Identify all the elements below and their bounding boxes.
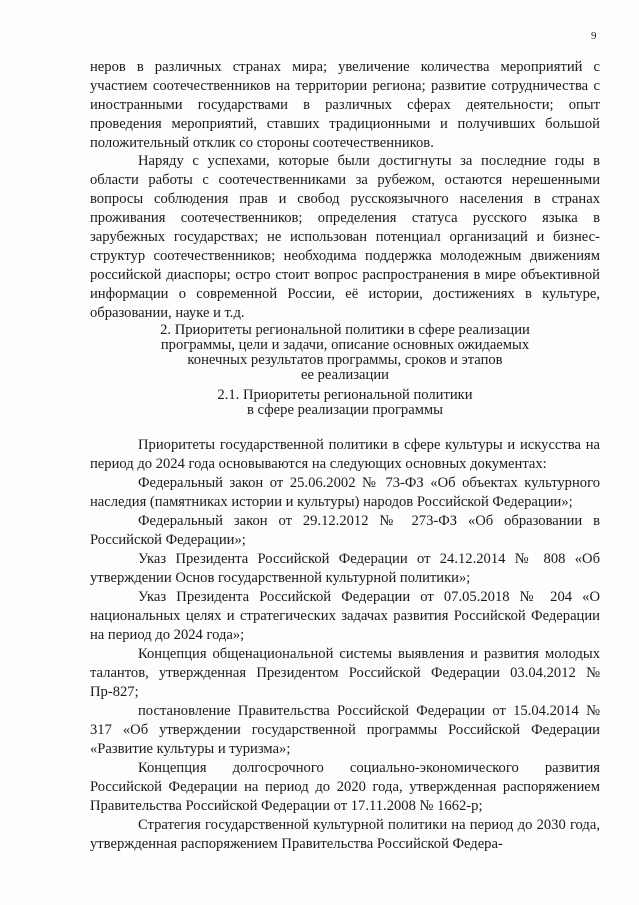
- documents-section: [90, 436, 600, 854]
- document-item: Стратегия государственной культурной политики на период до 2030 года, утвержденная распоряжением Правительства Российской Федера-: [90, 817, 600, 852]
- subsection-heading-line-1: 2.1. Приоритеты региональной политики: [217, 387, 473, 403]
- paragraph-problems: Наряду с успехами, которые были достигнуты за последние годы в области работы с соотечественниками за рубежом, остаются нерешенными вопросы соблюдения прав и свобод русскоязычного населения в странах проживания соотечественников; определения статуса русского языка в зарубежных государствах; не использован потенциал организаций и бизнес-структур соотечественников; необходима поддержка молодежным движениям российской диаспоры; остро стоит вопрос распространения в мире объективной информации о современной России, её истории, достижениях в культуре, образовании, науке и т.д.: [90, 153, 600, 321]
- section-heading: [90, 323, 600, 383]
- document-item: постановление Правительства Российской Федерации от 15.04.2014 № 317 «Об утверждении государственной программы Российской Федерации «Развитие культуры и туризма»;: [90, 703, 600, 757]
- paragraph-continuation-block: [90, 58, 600, 153]
- page-number: 9: [591, 30, 597, 42]
- document-item: Федеральный закон от 29.12.2012 № 273-ФЗ «Об образовании в Российской Федерации»;: [90, 513, 600, 548]
- section-heading-line-2: программы, цели и задачи, описание основных ожидаемых: [160, 337, 530, 353]
- paragraph-problems-block: [90, 152, 600, 323]
- subsection-heading: [90, 388, 600, 418]
- document-item: Федеральный закон от 25.06.2002 № 73-ФЗ «Об объектах культурного наследия (памятниках истории и культуры) народов Российской Федерации»;: [90, 475, 600, 510]
- intro-paragraph: Приоритеты государственной политики в сфере культуры и искусства на период до 2024 года основываются на следующих основных документах:: [90, 437, 600, 472]
- section-heading-line-3: конечных результатов программы, сроков и этапов: [187, 352, 503, 368]
- document-item: Указ Президента Российской Федерации от 07.05.2018 № 204 «О национальных целях и стратегических задачах развития Российской Федерации на период до 2024 года»;: [90, 589, 600, 643]
- document-item: Указ Президента Российской Федерации от 24.12.2014 № 808 «Об утверждении Основ государственной культурной политики»;: [90, 551, 600, 586]
- section-heading-line-1: 2. Приоритеты региональной политики в сфере реализации: [160, 322, 530, 338]
- paragraph-continuation: неров в различных странах мира; увеличение количества мероприятий с участием соотечественников на территории региона; развитие сотрудничества с иностранными государствами в различных сферах деятельности; опыт проведения мероприятий, ставших традиционными и получивших большой положительный отклик со стороны соотечественников.: [90, 59, 600, 151]
- document-item: Концепция общенациональной системы выявления и развития молодых талантов, утвержденная Президентом Российской Федерации 03.04.2012 № Пр-827;: [90, 646, 600, 700]
- document-item: Концепция долгосрочного социально-экономического развития Российской Федерации на период до 2020 года, утвержденная распоряжением Правительства Российской Федерации от 17.11.2008 № 1662-р;: [90, 760, 600, 814]
- subsection-heading-line-2: в сфере реализации программы: [247, 402, 443, 418]
- section-heading-line-4: ее реализации: [301, 367, 389, 383]
